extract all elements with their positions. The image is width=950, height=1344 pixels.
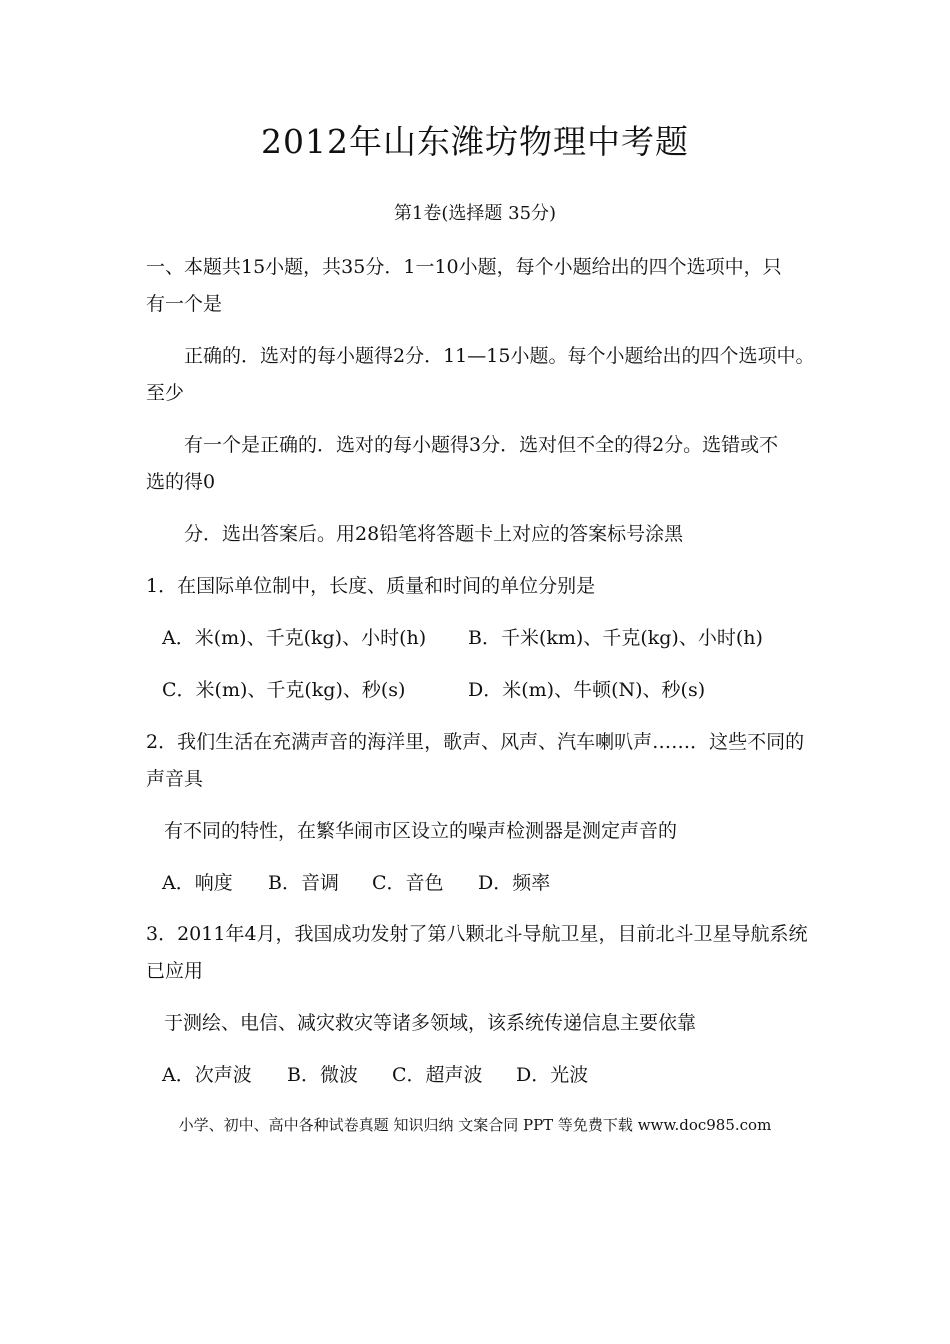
question-2-option-a: A．响度 <box>162 872 233 894</box>
question-1-option-d: D．米(m)、牛顿(N)、秒(s) <box>468 679 706 701</box>
instruction-line-1: 一、本题共15小题，共35分．1一10小题，每个小题给出的四个选项中，只 <box>146 256 782 278</box>
instruction-line-6: 选的得0 <box>146 471 216 493</box>
question-2-stem-line-2: 声音具 <box>146 768 204 790</box>
question-1-option-b: B．千米(km)、千克(kg)、小时(h) <box>468 627 763 649</box>
instruction-line-7: 分．选出答案后。用28铅笔将答题卡上对应的答案标号涂黑 <box>184 523 684 545</box>
question-2-stem-line-3: 有不同的特性，在繁华闹市区设立的噪声检测器是测定声音的 <box>164 820 678 842</box>
footer-note: 小学、初中、高中各种试卷真题 知识归纳 文案合同 PPT 等免费下载 www.doc985.com <box>178 1116 772 1134</box>
question-2-option-c: C．音色 <box>372 872 444 894</box>
question-2-option-b: B．音调 <box>268 872 339 894</box>
question-3-option-d: D．光波 <box>516 1064 589 1086</box>
question-3-stem-line-3: 于测绘、电信、减灾救灾等诸多领域，该系统传递信息主要依靠 <box>164 1012 697 1034</box>
question-3-option-b: B．微波 <box>287 1064 358 1086</box>
question-3-stem-line-2: 已应用 <box>146 960 204 982</box>
question-1-stem: 1．在国际单位制中，长度、质量和时间的单位分别是 <box>146 575 596 597</box>
question-1-option-a: A．米(m)、千克(kg)、小时(h) <box>162 627 427 649</box>
question-1-option-c: C．米(m)、千克(kg)、秒(s) <box>162 679 406 701</box>
section-heading: 第1卷(选择题 35分) <box>393 203 557 224</box>
question-2-stem-line-1: 2．我们生活在充满声音的海洋里，歌声、风声、汽车喇叭声……．这些不同的 <box>146 731 805 753</box>
question-2-option-d: D．频率 <box>478 872 551 894</box>
question-3-option-c: C．超声波 <box>392 1064 483 1086</box>
document-title: 2012年山东潍坊物理中考题 <box>261 122 689 161</box>
instruction-line-2: 有一个是 <box>146 293 223 315</box>
instruction-line-5: 有一个是正确的．选对的每小题得3分．选对但不全的得2分。选错或不 <box>184 434 779 456</box>
instruction-line-4: 至少 <box>146 382 185 404</box>
instruction-line-3: 正确的．选对的每小题得2分．11—15小题。每个小题给出的四个选项中。 <box>184 345 815 367</box>
question-3-stem-line-1: 3．2011年4月，我国成功发射了第八颗北斗导航卫星，目前北斗卫星导航系统 <box>146 923 808 945</box>
question-3-option-a: A．次声波 <box>162 1064 252 1086</box>
